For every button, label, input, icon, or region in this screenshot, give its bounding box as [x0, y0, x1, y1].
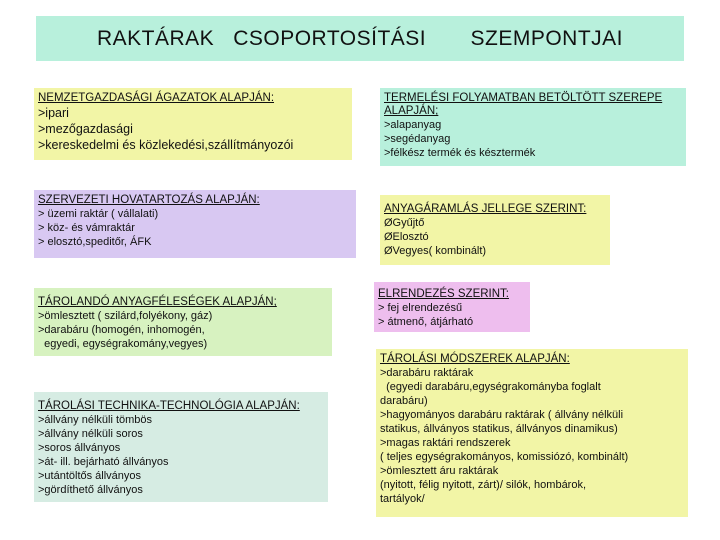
list-item: >ömlesztett ( szilárd,folyékony, gáz)	[38, 310, 213, 322]
list-item: >soros állványos	[38, 442, 121, 454]
panel-modszerek	[376, 349, 688, 517]
list-item: ØVegyes( kombinált)	[384, 245, 487, 257]
panel-heading: TÁROLANDÓ ANYAGFÉLESÉGEK ALAPJÁN;	[38, 296, 277, 308]
list-item: > üzemi raktár ( vállalati)	[38, 208, 159, 220]
panel-szervezeti	[34, 190, 356, 258]
list-item: ØElosztó	[384, 231, 429, 243]
panel-heading-line-1: TERMELÉSI FOLYAMATBAN BETÖLTÖTT SZEREPE	[384, 92, 663, 104]
title-part-2: SZEMPONTJAI	[470, 26, 623, 50]
list-item: tartályok/	[380, 493, 425, 505]
list-item: >darabáru raktárak	[380, 367, 474, 379]
list-item: egyedi, egységrakomány,vegyes)	[38, 338, 208, 350]
list-item: darabáru)	[380, 395, 428, 407]
title-part-1: RAKTÁRAK CSOPORTOSÍTÁSI	[97, 26, 427, 50]
panel-heading-line-2: ALAPJÁN;	[384, 105, 439, 117]
panel-nemzetgazdasagi	[34, 88, 352, 160]
list-item: ØGyűjtő	[384, 217, 425, 229]
list-item: (egyedi darabáru,egységrakományba foglalt	[380, 381, 601, 393]
panel-heading: TÁROLÁSI TECHNIKA-TECHNOLÓGIA ALAPJÁN:	[38, 400, 300, 412]
list-item: >alapanyag	[384, 119, 442, 131]
list-item: > elosztó,speditőr, ÁFK	[38, 236, 152, 248]
list-item: >gördíthető állványos	[38, 484, 143, 496]
list-item: > átmenő, átjárható	[378, 316, 474, 328]
list-item: >állvány nélküli tömbös	[38, 414, 153, 426]
list-item: ( teljes egységrakományos, komissiózó, kombinált)	[380, 451, 629, 463]
panel-heading: ELRENDEZÉS SZERINT:	[378, 288, 509, 300]
panel-heading: ANYAGÁRAMLÁS JELLEGE SZERINT:	[384, 203, 587, 215]
panel-heading: SZERVEZETI HOVATARTOZÁS ALAPJÁN:	[38, 194, 260, 206]
panel-technika	[34, 392, 328, 502]
panel-heading: TÁROLÁSI MÓDSZEREK ALAPJÁN:	[380, 353, 570, 365]
list-item: > köz- és vámraktár	[38, 222, 135, 234]
list-item: >darabáru (homogén, inhomogén,	[38, 324, 205, 336]
list-item: >hagyományos darabáru raktárak ( állvány nélküli	[380, 409, 624, 421]
list-item: >kereskedelmi és közlekedési,szállítmányozói	[38, 138, 294, 152]
panel-tarolando	[34, 288, 332, 356]
list-item: >segédanyag	[384, 133, 451, 145]
list-item: >magas raktári rendszerek	[380, 437, 511, 449]
list-item: >át- ill. bejárható állványos	[38, 456, 169, 468]
list-item: >mezőgazdasági	[38, 122, 133, 136]
list-item: > fej elrendezésű	[378, 302, 463, 314]
list-item: >állvány nélküli soros	[38, 428, 143, 440]
list-item: (nyitott, félig nyitott, zárt)/ silók, hombárok,	[380, 479, 587, 491]
panel-termelesi	[380, 88, 686, 166]
panel-anyagaramlas	[380, 195, 610, 265]
list-item: >félkész termék és késztermék	[384, 147, 536, 159]
panel-heading: NEMZETGAZDASÁGI ÁGAZATOK ALAPJÁN:	[38, 92, 275, 104]
list-item: >ömlesztett áru raktárak	[380, 465, 499, 477]
list-item: statikus, állványos statikus, állványos dinamikus)	[380, 423, 618, 435]
page-title	[36, 16, 684, 61]
list-item: >utántöltős állványos	[38, 470, 142, 482]
panel-elrendezes	[374, 282, 530, 332]
list-item: >ipari	[38, 106, 69, 120]
